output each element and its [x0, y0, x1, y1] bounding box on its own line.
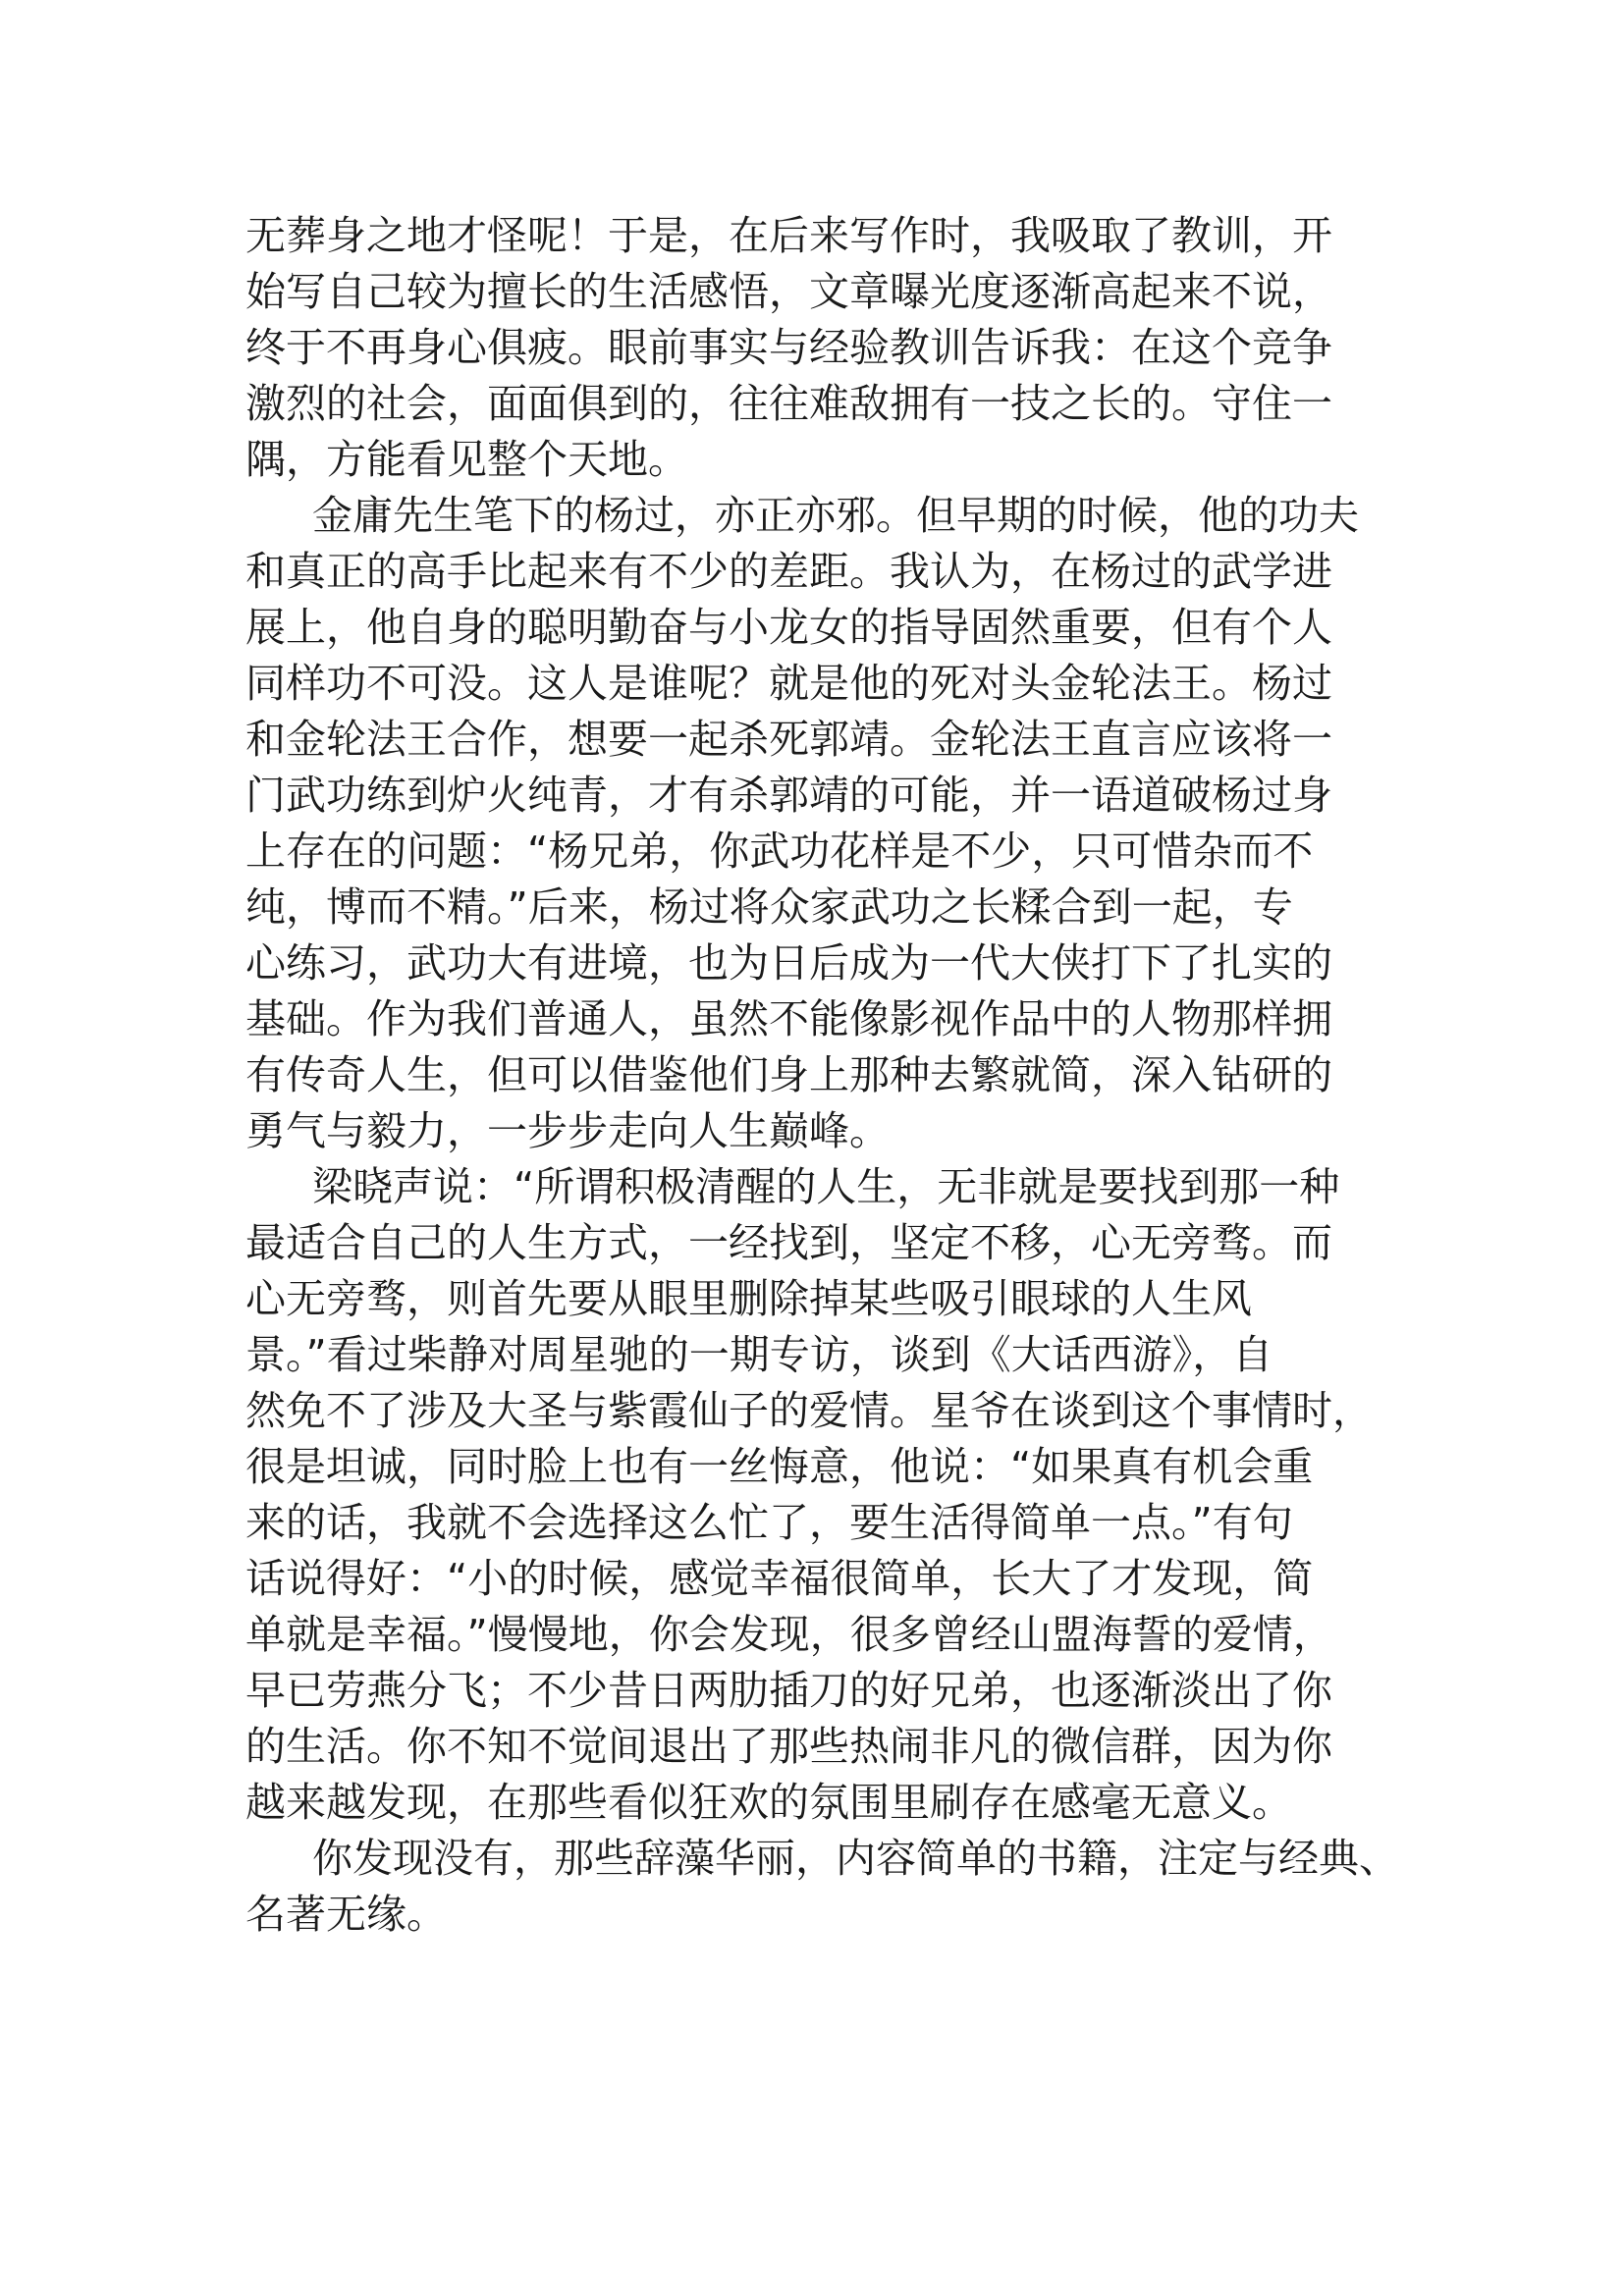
text-line: 话说得好：“小的时候，感觉幸福很简单，长大了才发现，简	[245, 1555, 1314, 1602]
text-line: 来的话，我就不会选择这么忙了，要生活得简单一点。”有句	[245, 1499, 1293, 1546]
text-line: 的生活。你不知不觉间退出了那些热闹非凡的微信群，因为你	[245, 1723, 1332, 1770]
text-line: 门武功练到炉火纯青，才有杀郭靖的可能，并一语道破杨过身	[245, 772, 1332, 819]
text-line: 基础。作为我们普通人，虽然不能像影视作品中的人物那样拥	[245, 995, 1332, 1042]
text-line: 单就是幸福。”慢慢地，你会发现，很多曾经山盟海誓的爱情，	[245, 1611, 1333, 1658]
text-line: 有传奇人生，但可以借鉴他们身上那种去繁就简，深入钻研的	[245, 1051, 1332, 1098]
paragraph-first-line: 梁晓声说：“所谓积极清醒的人生，无非就是要找到那一种	[312, 1163, 1340, 1210]
text-line: 和真正的高手比起来有不少的差距。我认为，在杨过的武学进	[245, 548, 1332, 595]
text-line: 展上，他自身的聪明勤奋与小龙女的指导固然重要，但有个人	[245, 604, 1332, 651]
document-body	[245, 208, 1399, 1943]
text-line: 越来越发现，在那些看似狂欢的氛围里刷存在感毫无意义。	[245, 1779, 1292, 1826]
text-line: 很是坦诚，同时脸上也有一丝悔意，他说：“如果真有机会重	[245, 1443, 1314, 1490]
text-line: 激烈的社会，面面俱到的，往往难敌拥有一技之长的。守住一	[245, 380, 1332, 427]
text-line: 上存在的问题：“杨兄弟，你武功花样是不少，只可惜杂而不	[245, 828, 1314, 875]
text-line: 隅，方能看见整个天地。	[245, 436, 688, 483]
text-line: 无葬身之地才怪呢！于是，在后来写作时，我吸取了教训，开	[245, 212, 1332, 259]
text-line: 早已劳燕分飞；不少昔日两肋插刀的好兄弟，也逐渐淡出了你	[245, 1667, 1332, 1714]
text-line: 然免不了涉及大圣与紫霞仙子的爱情。星爷在谈到这个事情时，	[245, 1387, 1373, 1434]
text-line: 终于不再身心俱疲。眼前事实与经验教训告诉我：在这个竞争	[245, 324, 1332, 371]
text-line: 纯，博而不精。”后来，杨过将众家武功之长糅合到一起，专	[245, 883, 1293, 931]
text-line: 心无旁骛，则首先要从眼里删除掉某些吸引眼球的人生风	[245, 1275, 1252, 1322]
paragraph-first-line: 金庸先生笔下的杨过，亦正亦邪。但早期的时候，他的功夫	[312, 492, 1359, 539]
text-line: 同样功不可没。这人是谁呢？就是他的死对头金轮法王。杨过	[245, 660, 1332, 707]
text-line: 勇气与毅力，一步步走向人生巅峰。	[245, 1107, 890, 1154]
text-line: 景。”看过柴静对周星驰的一期专访，谈到《大话西游》，自	[245, 1331, 1273, 1378]
text-line: 名著无缘。	[245, 1891, 447, 1938]
text-line: 最适合自己的人生方式，一经找到，坚定不移，心无旁骛。而	[245, 1219, 1332, 1266]
text-line: 心练习，武功大有进境，也为日后成为一代大侠打下了扎实的	[245, 939, 1332, 987]
text-line: 始写自己较为擅长的生活感悟，文章曝光度逐渐高起来不说，	[245, 268, 1332, 315]
text-line: 和金轮法王合作，想要一起杀死郭靖。金轮法王直言应该将一	[245, 716, 1332, 763]
paragraph-first-line: 你发现没有，那些辞藻华丽，内容简单的书籍，注定与经典、	[312, 1835, 1399, 1882]
